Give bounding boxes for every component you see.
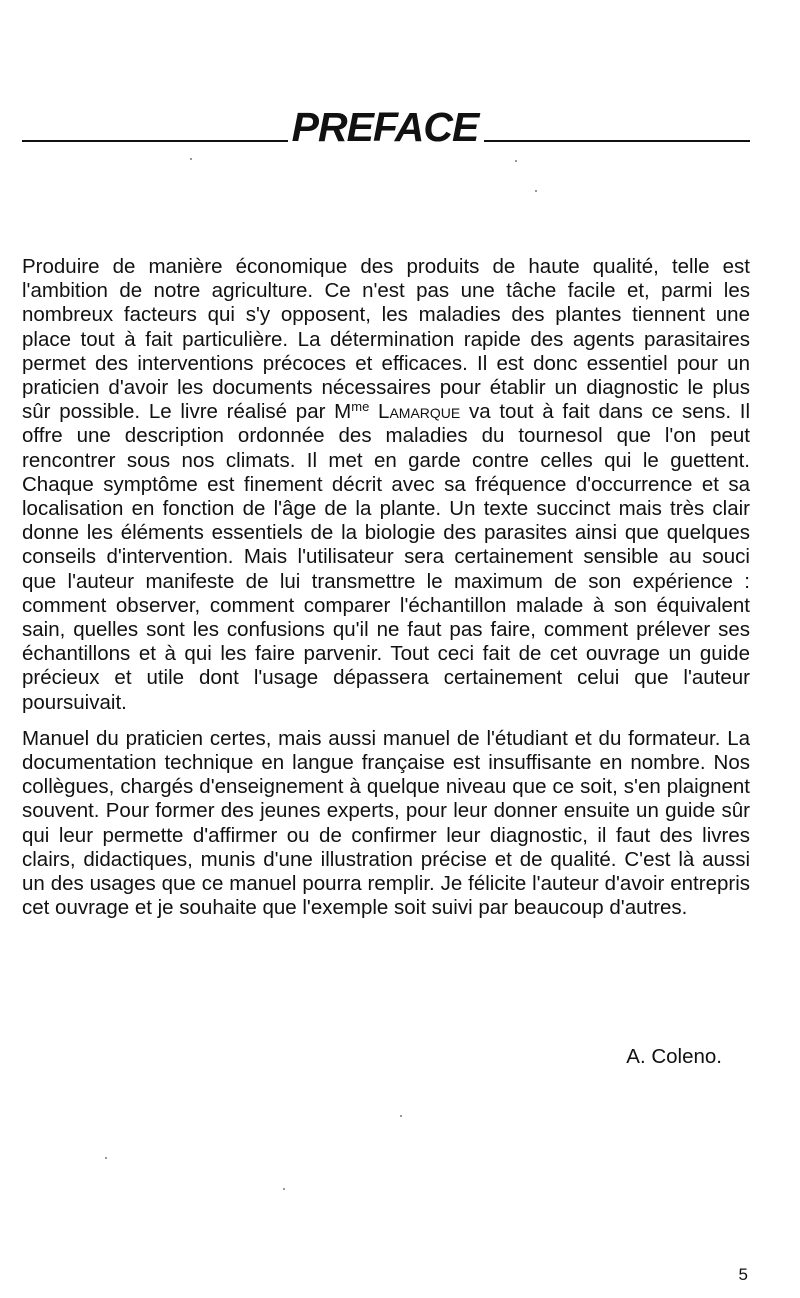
- scan-speck: [535, 190, 537, 192]
- page-number: 5: [738, 1265, 748, 1284]
- paragraph-1-part-1: Produire de manière économique des produits de haute qualité, telle est l'ambition de notre agriculture. Ce n'est pas une tâche facile et, parmi les nombreux facteurs qui s'y opposent, les maladies des plantes tiennent une place tout à fait particulière. La détermination rapide des agents parasitaires permet des interventions précoces et efficaces. Il est donc essentiel pour un praticien d'avoir les documents nécessaires pour établir un diagnostic le plus sûr possible. Le livre réalisé par M: [22, 255, 750, 424]
- preface-body: [22, 255, 750, 920]
- title-rule-left: [22, 140, 288, 142]
- paragraph-1: [22, 255, 750, 715]
- page-title: PREFACE: [291, 104, 479, 150]
- author-name: Lamarque: [378, 400, 461, 424]
- signature: A. Coleno.: [626, 1045, 722, 1068]
- scan-speck: [105, 1157, 107, 1159]
- scan-speck: [283, 1188, 285, 1190]
- title-row: [22, 98, 750, 148]
- paragraph-1-part-2: va tout à fait dans ce sens. Il offre une description ordonnée des maladies du tournesol que l'on peut rencontrer sous nos climats. Il met en garde contre celles qui le guettent. Chaque symptôme est finement décrit avec sa fréquence d'occurrence et sa localisation en fonction de l'âge de la plante. Un texte succinct mais très clair donne les éléments essentiels de la biologie des parasites ainsi que quelques conseils d'intervention. Mais l'utilisateur sera certainement sensible au souci que l'auteur manifeste de lui transmettre le maximum de son expérience : comment observer, comment comparer l'échantillon malade à son équivalent sain, quelles sont les confusions qu'il ne faut pas faire, comment prélever ses échantillons et à qui les faire parvenir. Tout ceci fait de cet ouvrage un guide précieux et utile dont l'usage dépassera certainement celui que l'auteur poursuivait.: [22, 400, 751, 714]
- scan-speck: [400, 1115, 402, 1117]
- scan-speck: [515, 160, 517, 162]
- title-rule-right: [484, 140, 750, 142]
- scan-speck: [190, 158, 192, 160]
- paragraph-2: Manuel du praticien certes, mais aussi manuel de l'étudiant et du formateur. La documentation technique en langue française est insuffisante en nombre. Nos collègues, chargés d'enseignement à quelque niveau que ce soit, s'en plaignent souvent. Pour former des jeunes experts, pour leur donner ensuite un guide sûr qui leur permette d'affirmer ou de confirmer leur diagnostic, il faut des livres clairs, didactiques, munis d'une illustration précise et de qualité. C'est là aussi un des usages que ce manuel pourra remplir. Je félicite l'auteur d'avoir entrepris cet ouvrage et je souhaite que l'exemple soit suivi par beaucoup d'autres.: [22, 726, 750, 920]
- superscript-me: me: [351, 399, 370, 415]
